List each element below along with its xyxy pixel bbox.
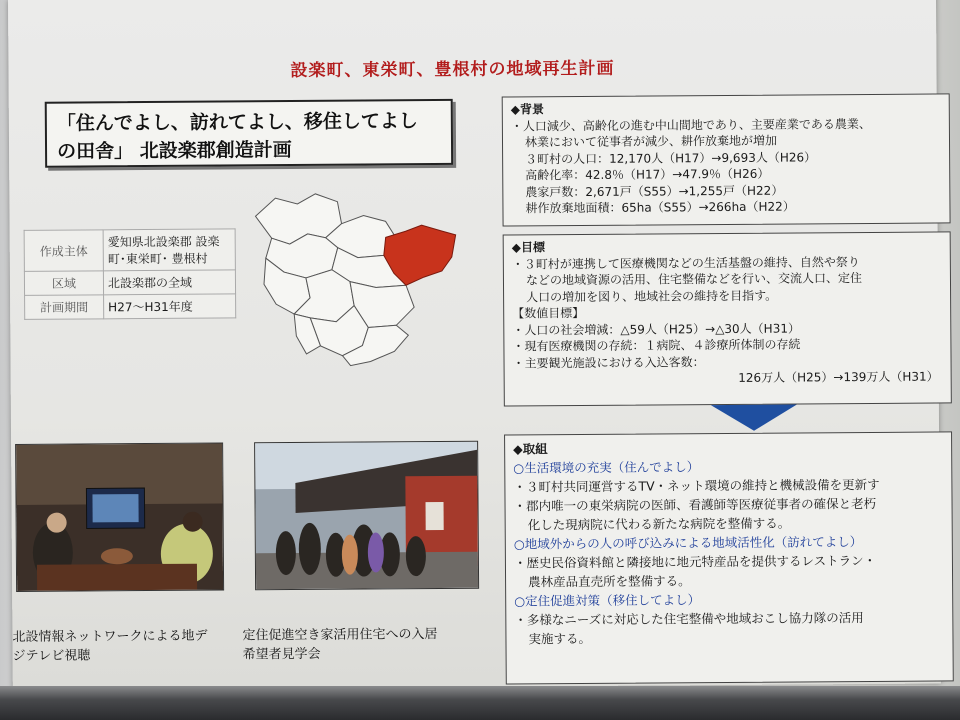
- numeric-goal-line: ・現有医療機関の存続：１病院、４診療所体制の存続: [512, 337, 801, 354]
- action-line: 農林産品直売所を整備する。: [528, 573, 691, 590]
- action-line: 実施する。: [528, 630, 592, 647]
- actions-box: [504, 431, 954, 684]
- table-row: [24, 229, 235, 271]
- action-title: ○定住促進対策（移住してよし）: [514, 592, 701, 609]
- slogan-line: の田舎」 北設楽郡創造計画: [56, 139, 292, 163]
- goals-line: 人口の増加を図り、地域社会の維持を目指す。: [526, 288, 778, 304]
- table-value: H27～H31年度: [104, 294, 236, 319]
- goals-box: [503, 231, 952, 406]
- caption-line: 定住促進空き家活用住宅への入居: [242, 627, 438, 644]
- background-line: 高齢化率：42.8％（H17）→47.9％（H26）: [525, 166, 770, 183]
- photo-house-tour: [254, 441, 479, 591]
- caption-line: 北設情報ネットワークによる地デ: [12, 628, 208, 645]
- photo-tv-viewing: [15, 443, 224, 592]
- photo-caption-right: [242, 625, 437, 664]
- action-title: ○生活環境の充実（住んでよし）: [513, 459, 700, 476]
- aichi-prefecture-map: [245, 185, 466, 377]
- document-sheet: [8, 0, 941, 690]
- table-row: [24, 270, 235, 295]
- action-line: ・歴史民俗資料館と隣接地に地元特産品を提供するレストラン・: [513, 552, 877, 571]
- caption-line: ジテレビ視聴: [12, 648, 91, 664]
- caption-line: 希望者見学会: [242, 646, 321, 663]
- action-title: ○地域外からの人の呼び込みによる地域活性化（訪れてよし）: [513, 534, 863, 552]
- background-heading: ◆背景: [510, 102, 545, 117]
- numeric-goal-line: 126万人（H25）→139万人（H31）: [738, 369, 939, 385]
- goals-line: ・３町村が連携して医療機関などの生活基盤の維持、自然や祭り: [511, 254, 860, 271]
- table-row: [25, 294, 236, 319]
- slogan-line: 「住んでよし、訪れてよし、移住してよし: [56, 110, 418, 135]
- action-line: ・多様なニーズに対応した住宅整備や地域おこし協力隊の活用: [514, 610, 864, 628]
- background-line: 農家戸数：2,671戸（S55）→1,255戸（H22）: [525, 183, 784, 199]
- actions-heading: ◆取組: [513, 441, 548, 457]
- numeric-goals-heading: 【数値目標】: [512, 305, 585, 321]
- goals-heading: ◆目標: [511, 240, 546, 255]
- table-value: 北設楽郡の全域: [103, 270, 235, 295]
- background-line: ・人口減少、高齢化の進む中山間地であり、主要産業である農業、: [510, 116, 871, 133]
- action-line: ・３町村共同運営するTV・ネット環境の維持と機械設備を更新す: [513, 476, 880, 495]
- goals-line: などの地域資源の活用、住宅整備などを行い、交流人口、定住: [525, 271, 863, 288]
- table-value: 愛知県北設楽郡 設楽町･東栄町･ 豊根村: [103, 229, 235, 271]
- page-title: 設楽町、東栄町、豊根村の地域再生計画: [290, 58, 615, 82]
- table-key: 計画期間: [25, 295, 104, 320]
- background-line: 耕作放棄地面積：65ha（S55）→266ha（H22）: [525, 199, 795, 216]
- numeric-goal-line: ・主要観光施設における入込客数：: [512, 354, 705, 370]
- background-line: ３町村の人口：12,170人（H17）→9,693人（H26）: [525, 149, 817, 166]
- table-key: 区域: [24, 271, 103, 296]
- monitor-bezel: [0, 686, 960, 720]
- background-box: [502, 93, 951, 226]
- down-arrow-icon: [711, 403, 797, 434]
- photo-caption-left: [12, 627, 207, 666]
- action-line: 化した現病院に代わる新たな病院を整備する。: [527, 515, 791, 533]
- table-key: 作成主体: [24, 230, 103, 272]
- background-line: 林業において従事者が減少、耕作放棄地が増加: [524, 133, 778, 150]
- action-line: ・郡内唯一の東栄病院の医師、看護師等医療従事者の確保と老朽: [513, 495, 877, 514]
- slogan-box: [45, 99, 453, 168]
- numeric-goal-line: ・人口の社会増減：△59人（H25）→△30人（H31）: [512, 320, 800, 337]
- plan-info-table: [24, 228, 237, 319]
